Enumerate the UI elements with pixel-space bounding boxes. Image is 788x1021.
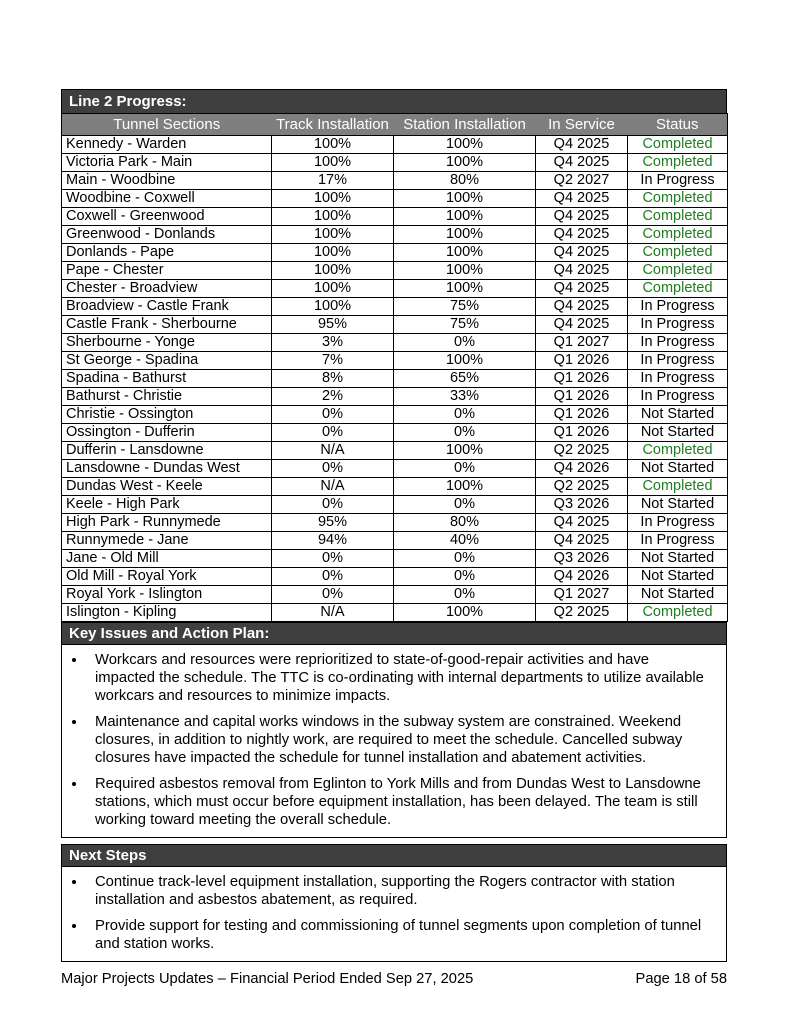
in-service-cell: Q1 2026 — [536, 388, 628, 406]
in-service-cell: Q4 2025 — [536, 280, 628, 298]
status-cell: Not Started — [628, 406, 728, 424]
key-issues-content — [61, 644, 727, 838]
in-service-cell: Q2 2027 — [536, 172, 628, 190]
in-service-cell: Q3 2026 — [536, 496, 628, 514]
in-service-cell: Q1 2027 — [536, 334, 628, 352]
station-installation-cell: 100% — [394, 280, 536, 298]
line2-progress-header: Line 2 Progress: — [61, 89, 727, 114]
in-service-cell: Q4 2025 — [536, 190, 628, 208]
tunnel-section-cell: St George - Spadina — [62, 352, 272, 370]
track-installation-cell: 0% — [272, 460, 394, 478]
station-installation-cell: 100% — [394, 478, 536, 496]
line2-table-body — [62, 136, 728, 622]
tunnel-section-cell: Lansdowne - Dundas West — [62, 460, 272, 478]
tunnel-section-cell: Coxwell - Greenwood — [62, 208, 272, 226]
track-installation-cell: N/A — [272, 442, 394, 460]
line2-progress-table — [61, 113, 728, 622]
table-row — [62, 532, 728, 550]
table-row — [62, 280, 728, 298]
station-installation-cell: 100% — [394, 208, 536, 226]
in-service-cell: Q1 2027 — [536, 586, 628, 604]
tunnel-section-cell: Donlands - Pape — [62, 244, 272, 262]
table-row — [62, 208, 728, 226]
status-cell: Completed — [628, 280, 728, 298]
status-cell: In Progress — [628, 352, 728, 370]
status-cell: Not Started — [628, 586, 728, 604]
tunnel-section-cell: Jane - Old Mill — [62, 550, 272, 568]
table-row — [62, 424, 728, 442]
in-service-cell: Q4 2025 — [536, 154, 628, 172]
in-service-cell: Q4 2025 — [536, 316, 628, 334]
track-installation-cell: 100% — [272, 154, 394, 172]
track-installation-cell: 100% — [272, 190, 394, 208]
station-installation-cell: 0% — [394, 586, 536, 604]
in-service-cell: Q1 2026 — [536, 352, 628, 370]
station-installation-cell: 100% — [394, 226, 536, 244]
page-footer — [61, 970, 727, 988]
tunnel-section-cell: Chester - Broadview — [62, 280, 272, 298]
status-cell: In Progress — [628, 370, 728, 388]
table-row — [62, 568, 728, 586]
next-steps-list — [70, 873, 718, 953]
in-service-cell: Q4 2026 — [536, 568, 628, 586]
tunnel-section-cell: Ossington - Dufferin — [62, 424, 272, 442]
station-installation-cell: 40% — [394, 532, 536, 550]
status-cell: Not Started — [628, 550, 728, 568]
table-row — [62, 244, 728, 262]
tunnel-section-cell: Kennedy - Warden — [62, 136, 272, 154]
next-steps-content — [61, 866, 727, 962]
status-cell: Completed — [628, 136, 728, 154]
track-installation-cell: N/A — [272, 604, 394, 622]
status-cell: Completed — [628, 478, 728, 496]
status-cell: In Progress — [628, 316, 728, 334]
track-installation-cell: 100% — [272, 244, 394, 262]
track-installation-cell: 0% — [272, 586, 394, 604]
bullet-item: • Required asbestos removal from Eglinton to York Mills and from Dundas West to Lansdowne stations, which must occur before equipment installation, has been delayed. The team is still working toward meeting the overall schedule. — [87, 775, 709, 829]
in-service-cell: Q2 2025 — [536, 478, 628, 496]
table-row — [62, 262, 728, 280]
in-service-cell: Q4 2026 — [536, 460, 628, 478]
track-installation-cell: 17% — [272, 172, 394, 190]
tunnel-section-cell: Dundas West - Keele — [62, 478, 272, 496]
status-cell: Completed — [628, 442, 728, 460]
bullet-item: • Continue track-level equipment installation, supporting the Rogers contractor with station installation and asbestos abatement, as required. — [87, 873, 709, 909]
table-row — [62, 298, 728, 316]
status-cell: In Progress — [628, 172, 728, 190]
status-cell: In Progress — [628, 514, 728, 532]
status-cell: Completed — [628, 154, 728, 172]
table-row — [62, 316, 728, 334]
key-issues-header: Key Issues and Action Plan: — [61, 622, 727, 645]
station-installation-cell: 100% — [394, 190, 536, 208]
station-installation-cell: 75% — [394, 316, 536, 334]
tunnel-section-cell: Old Mill - Royal York — [62, 568, 272, 586]
track-installation-cell: 100% — [272, 298, 394, 316]
in-service-cell: Q4 2025 — [536, 136, 628, 154]
station-installation-cell: 0% — [394, 406, 536, 424]
table-row — [62, 442, 728, 460]
status-cell: In Progress — [628, 532, 728, 550]
col-header-tunnel-sections: Tunnel Sections — [62, 114, 272, 136]
col-header-in-service: In Service — [536, 114, 628, 136]
in-service-cell: Q1 2026 — [536, 370, 628, 388]
station-installation-cell: 0% — [394, 550, 536, 568]
tunnel-section-cell: Castle Frank - Sherbourne — [62, 316, 272, 334]
table-row — [62, 370, 728, 388]
station-installation-cell: 65% — [394, 370, 536, 388]
bullet-item: • Provide support for testing and commissioning of tunnel segments upon completion of tunnel and station works. — [87, 917, 709, 953]
footer-page-number: Page 18 of 58 — [635, 971, 727, 987]
track-installation-cell: 94% — [272, 532, 394, 550]
in-service-cell: Q4 2025 — [536, 262, 628, 280]
tunnel-section-cell: Greenwood - Donlands — [62, 226, 272, 244]
table-row — [62, 334, 728, 352]
in-service-cell: Q1 2026 — [536, 406, 628, 424]
table-row — [62, 172, 728, 190]
tunnel-section-cell: Bathurst - Christie — [62, 388, 272, 406]
table-row — [62, 352, 728, 370]
bullet-item: • Maintenance and capital works windows in the subway system are constrained. Weekend closures, in addition to nightly work, are required to meet the schedule. Cancelled subway closures have impacted the schedule for tunnel installation and abatement activities. — [87, 713, 709, 767]
status-cell: Not Started — [628, 496, 728, 514]
in-service-cell: Q4 2025 — [536, 226, 628, 244]
tunnel-section-cell: Dufferin - Lansdowne — [62, 442, 272, 460]
table-row — [62, 460, 728, 478]
tunnel-section-cell: Woodbine - Coxwell — [62, 190, 272, 208]
station-installation-cell: 0% — [394, 334, 536, 352]
track-installation-cell: 95% — [272, 316, 394, 334]
table-row — [62, 190, 728, 208]
table-row — [62, 154, 728, 172]
track-installation-cell: 100% — [272, 226, 394, 244]
in-service-cell: Q4 2025 — [536, 514, 628, 532]
track-installation-cell: 8% — [272, 370, 394, 388]
track-installation-cell: 0% — [272, 550, 394, 568]
tunnel-section-cell: Spadina - Bathurst — [62, 370, 272, 388]
track-installation-cell: 3% — [272, 334, 394, 352]
status-cell: In Progress — [628, 334, 728, 352]
station-installation-cell: 75% — [394, 298, 536, 316]
tunnel-section-cell: Pape - Chester — [62, 262, 272, 280]
table-row — [62, 550, 728, 568]
status-cell: Completed — [628, 190, 728, 208]
col-header-status: Status — [628, 114, 728, 136]
track-installation-cell: 95% — [272, 514, 394, 532]
station-installation-cell: 100% — [394, 154, 536, 172]
tunnel-section-cell: Sherbourne - Yonge — [62, 334, 272, 352]
col-header-station-installation: Station Installation — [394, 114, 536, 136]
tunnel-section-cell: Keele - High Park — [62, 496, 272, 514]
station-installation-cell: 80% — [394, 172, 536, 190]
status-cell: In Progress — [628, 388, 728, 406]
next-steps-header: Next Steps — [61, 844, 727, 867]
table-row — [62, 478, 728, 496]
col-header-track-installation: Track Installation — [272, 114, 394, 136]
station-installation-cell: 100% — [394, 262, 536, 280]
track-installation-cell: 0% — [272, 496, 394, 514]
tunnel-section-cell: Islington - Kipling — [62, 604, 272, 622]
key-issues-list — [70, 651, 718, 829]
in-service-cell: Q4 2025 — [536, 244, 628, 262]
tunnel-section-cell: Runnymede - Jane — [62, 532, 272, 550]
in-service-cell: Q4 2025 — [536, 298, 628, 316]
track-installation-cell: 100% — [272, 280, 394, 298]
status-cell: Completed — [628, 262, 728, 280]
station-installation-cell: 100% — [394, 604, 536, 622]
status-cell: Not Started — [628, 568, 728, 586]
track-installation-cell: 100% — [272, 262, 394, 280]
station-installation-cell: 0% — [394, 460, 536, 478]
tunnel-section-cell: Royal York - Islington — [62, 586, 272, 604]
status-cell: In Progress — [628, 298, 728, 316]
track-installation-cell: 0% — [272, 424, 394, 442]
in-service-cell: Q3 2026 — [536, 550, 628, 568]
table-row — [62, 496, 728, 514]
tunnel-section-cell: Christie - Ossington — [62, 406, 272, 424]
track-installation-cell: 7% — [272, 352, 394, 370]
table-row — [62, 388, 728, 406]
report-content — [61, 89, 727, 962]
in-service-cell: Q2 2025 — [536, 442, 628, 460]
in-service-cell: Q4 2025 — [536, 208, 628, 226]
track-installation-cell: 0% — [272, 568, 394, 586]
table-row — [62, 604, 728, 622]
tunnel-section-cell: Broadview - Castle Frank — [62, 298, 272, 316]
track-installation-cell: 100% — [272, 136, 394, 154]
track-installation-cell: 100% — [272, 208, 394, 226]
station-installation-cell: 0% — [394, 568, 536, 586]
in-service-cell: Q2 2025 — [536, 604, 628, 622]
station-installation-cell: 100% — [394, 244, 536, 262]
track-installation-cell: 2% — [272, 388, 394, 406]
table-row — [62, 586, 728, 604]
in-service-cell: Q1 2026 — [536, 424, 628, 442]
table-row — [62, 226, 728, 244]
station-installation-cell: 100% — [394, 442, 536, 460]
tunnel-section-cell: Main - Woodbine — [62, 172, 272, 190]
tunnel-section-cell: Victoria Park - Main — [62, 154, 272, 172]
table-row — [62, 514, 728, 532]
status-cell: Completed — [628, 226, 728, 244]
table-row — [62, 136, 728, 154]
station-installation-cell: 80% — [394, 514, 536, 532]
station-installation-cell: 100% — [394, 352, 536, 370]
status-cell: Not Started — [628, 424, 728, 442]
station-installation-cell: 33% — [394, 388, 536, 406]
bullet-item: • Workcars and resources were reprioritized to state-of-good-repair activities and have impacted the schedule. The TTC is co-ordinating with internal departments to utilize available workcars and resources to minimize impacts. — [87, 651, 709, 705]
status-cell: Not Started — [628, 460, 728, 478]
column-header-row — [62, 114, 728, 136]
track-installation-cell: 0% — [272, 406, 394, 424]
station-installation-cell: 100% — [394, 136, 536, 154]
in-service-cell: Q4 2025 — [536, 532, 628, 550]
track-installation-cell: N/A — [272, 478, 394, 496]
tunnel-section-cell: High Park - Runnymede — [62, 514, 272, 532]
status-cell: Completed — [628, 244, 728, 262]
status-cell: Completed — [628, 208, 728, 226]
footer-report-title: Major Projects Updates – Financial Period Ended Sep 27, 2025 — [61, 971, 474, 987]
station-installation-cell: 0% — [394, 424, 536, 442]
station-installation-cell: 0% — [394, 496, 536, 514]
status-cell: Completed — [628, 604, 728, 622]
table-row — [62, 406, 728, 424]
